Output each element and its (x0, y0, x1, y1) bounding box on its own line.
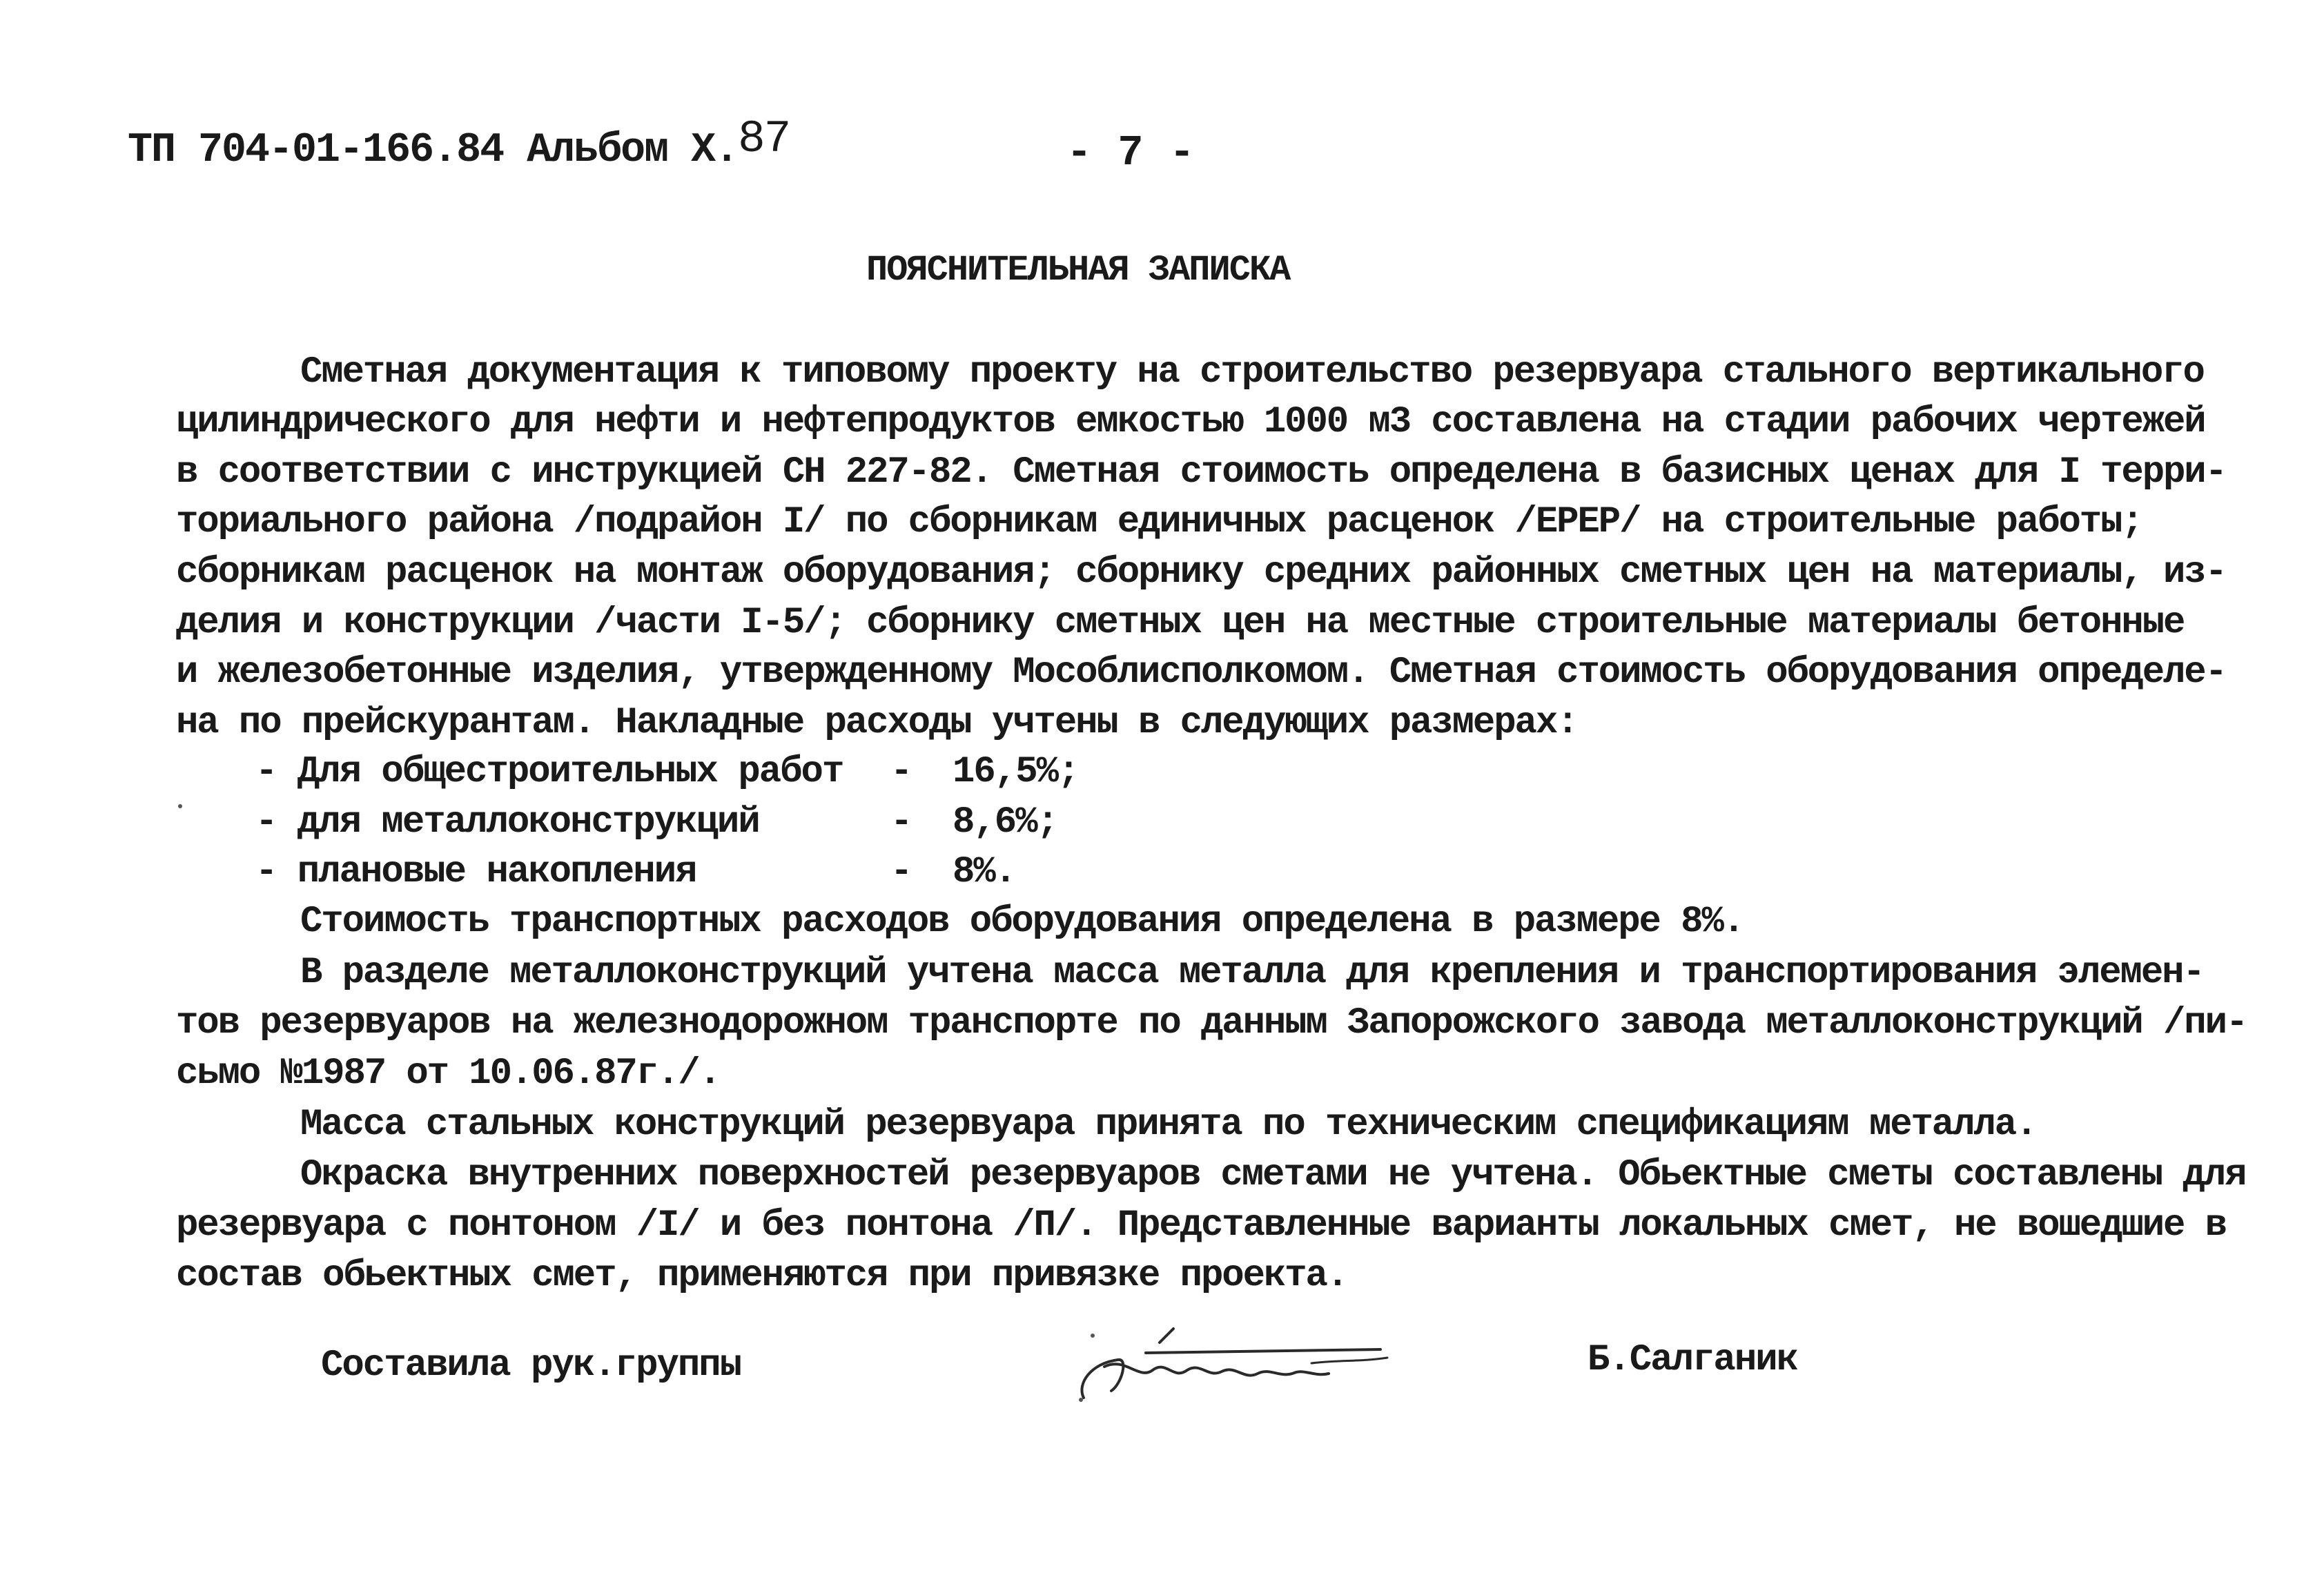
paragraph5-line: Окраска внутренних поверхностей резервуаров сметами не учтена. Обьектные сметы составлены для (300, 1154, 2246, 1196)
overhead-dash: - (890, 801, 912, 843)
signatory-name: Б.Салганик (1588, 1339, 1798, 1381)
overhead-value: 8%. (953, 851, 1016, 893)
scan-speck (1079, 1398, 1083, 1402)
paragraph3-line: В разделе металлоконструкций учтена масса металла для крепления и транспортирования элемен- (300, 952, 2204, 994)
scan-speck (178, 804, 182, 808)
overhead-value: 8,6%; (953, 801, 1058, 843)
overhead-label: - для металлоконструкций (255, 801, 759, 843)
page-number: - 7 - (1066, 128, 1195, 177)
document-code (128, 113, 790, 175)
paragraph2: Стоимость транспортных расходов оборудования определена в размере 8%. (300, 901, 1744, 943)
paragraph3-line: тов резервуаров на железнодорожном транспорте по данным Запорожского завода металлоконструкций /пи- (176, 1002, 2247, 1044)
paragraph1-line: и железобетонные изделия, утвержденному Мособлисполкомом. Сметная стоимость оборудования определе- (176, 652, 2226, 694)
overhead-dash: - (890, 851, 912, 893)
paragraph1-line: ториального района /подрайон I/ по сборникам единичных расценок /ЕРЕР/ на строительные работы; (176, 501, 2142, 543)
signatory-role: Составила рук.группы (321, 1345, 741, 1387)
handwritten-signature (1063, 1315, 1436, 1418)
paragraph3-line: сьмо №1987 от 10.06.87г./. (176, 1053, 720, 1095)
overhead-label: - плановые накопления (255, 851, 696, 893)
album-number: 87 (738, 113, 790, 165)
paragraph1-line: делия и конструкции /части I-5/; сборнику сметных цен на местные строительные материалы бетонные (176, 602, 2185, 644)
paragraph4: Масса стальных конструкций резервуара принята по техническим спецификациям металла. (300, 1104, 2037, 1146)
overhead-dash: - (890, 751, 912, 793)
doc-code-text: ТП 704-01-166.84 Альбом Х. (128, 127, 739, 174)
paragraph1-line: на по прейскурантам. Накладные расходы учтены в следующих размерах: (176, 702, 1578, 744)
paragraph5-line: резервуара с понтоном /I/ и без понтона /П/. Представленные варианты локальных смет, не вошедшие в (176, 1204, 2226, 1247)
overhead-label: - Для общестроительных работ (255, 751, 843, 793)
paragraph1-line: цилиндрического для нефти и нефтепродуктов емкостью 1000 м3 составлена на стадии рабочих чертежей (176, 401, 2205, 443)
scan-speck (1091, 1334, 1095, 1338)
paragraph5-line: состав обьектных смет, применяются при привязке проекта. (176, 1255, 1348, 1297)
paragraph1-line: сборникам расценок на монтаж оборудования; сборнику средних районных сметных цен на материалы, из- (176, 552, 2226, 594)
page-title: ПОЯСНИТЕЛЬНАЯ ЗАПИСКА (866, 250, 1290, 291)
paragraph1-line: в соответствии с инструкцией СН 227-82. Сметная стоимость определена в базисных ценах для I терри- (176, 451, 2226, 494)
paragraph1-line: Сметная документация к типовому проекту на строительство резервуара стального вертикального (300, 351, 2204, 393)
overhead-value: 16,5%; (953, 751, 1079, 793)
